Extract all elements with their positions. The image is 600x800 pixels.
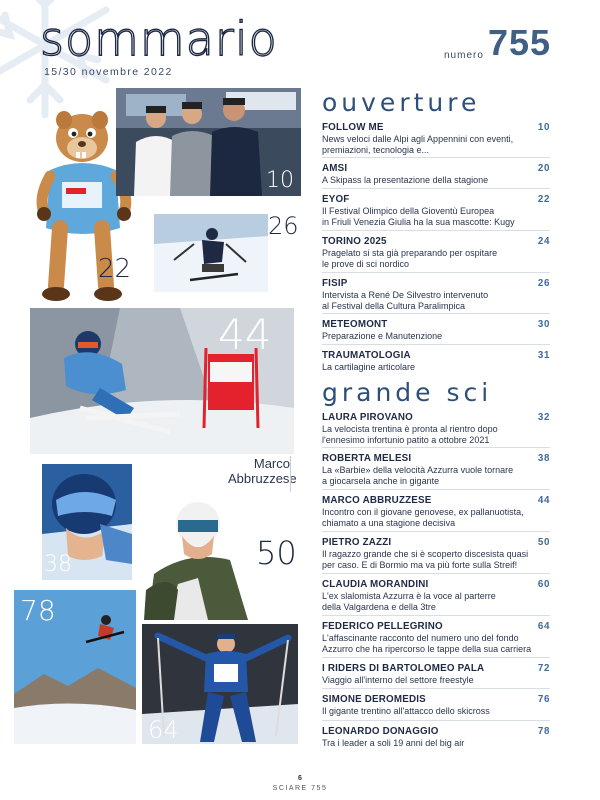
divider [322, 489, 550, 490]
entry-text: La velocista trentina è pronta al rientro dopo l'ennesimo infortunio patito a ottobre 2021 [322, 424, 498, 445]
footer-magazine: SCIARE 755 [272, 785, 328, 792]
entry-title: LEONARDO DONAGGIO [322, 726, 439, 737]
toc-entry[interactable] [322, 194, 550, 228]
entry-page: 64 [537, 621, 550, 632]
entry-title: MARCO ABBRUZZESE [322, 495, 432, 506]
footer-page-number: 6 [298, 775, 302, 782]
entry-text: L'affascinante racconto del numero uno del fondo Azzurro che ha ripercorso le tappe della sua carriera [322, 633, 532, 654]
nordic-photo [142, 624, 298, 744]
entry-page: 26 [537, 278, 550, 289]
toc-entry[interactable] [322, 537, 550, 571]
downhill-photo [30, 308, 294, 454]
divider [322, 720, 550, 721]
entry-page: 50 [537, 537, 550, 548]
entry-text: Preparazione e Manutenzione [322, 331, 443, 341]
divider [322, 188, 550, 189]
toc-entry[interactable] [322, 319, 550, 342]
entry-title: EYOF [322, 194, 350, 205]
entry-page: 44 [537, 495, 550, 506]
divider [322, 573, 550, 574]
entry-text: Incontro con il giovane genovese, ex pallanuotista, chiamato a una stagione decisiva [322, 507, 524, 528]
entry-text: Tra i leader a soli 19 anni del big air [322, 738, 465, 748]
divider [322, 657, 550, 658]
entry-page: 32 [537, 412, 550, 423]
entry-title: FEDERICO PELLEGRINO [322, 621, 443, 632]
divider [322, 688, 550, 689]
section-heading-grande-sci: grande sci [322, 378, 493, 407]
divider [322, 230, 550, 231]
entry-title: METEOMONT [322, 319, 388, 330]
entry-title: CLAUDIA MORANDINI [322, 579, 429, 590]
toc-entry[interactable] [322, 694, 550, 717]
entry-title: FOLLOW ME [322, 122, 384, 133]
entry-title: LAURA PIROVANO [322, 412, 413, 423]
entry-text: L'ex slalomista Azzurra è la voce al parterre della Valgardena e della 3tre [322, 591, 496, 612]
divider [322, 447, 550, 448]
entry-page: 31 [537, 350, 550, 361]
entry-page: 78 [537, 726, 550, 737]
helmet-photo [42, 464, 132, 580]
divider [322, 344, 550, 345]
entry-text: News veloci dalle Alpi agli Appennini con eventi, premiazioni, tecnologia e... [322, 134, 514, 155]
toc-entry[interactable] [322, 412, 550, 446]
toc-entry[interactable] [322, 163, 550, 186]
entry-page: 30 [537, 319, 550, 330]
page-title: sommario [40, 12, 278, 66]
issue-number-label: numero [444, 50, 484, 61]
entry-page: 10 [537, 122, 550, 133]
photo-caption: Marco Abbruzzese [228, 456, 297, 486]
photo-page-number: 26 [268, 212, 299, 240]
photo-page-number: 22 [98, 254, 132, 284]
entry-text: Il ragazzo grande che si è scoperto discesista quasi per caso. E di Bormio ma va più forte sulla Streif! [322, 549, 529, 570]
entry-page: 38 [537, 453, 550, 464]
photo-page-number: 50 [256, 534, 297, 572]
photo-page-number: 10 [266, 168, 294, 193]
entry-title: PIETRO ZAZZI [322, 537, 392, 548]
toc-entry[interactable] [322, 278, 550, 312]
toc-entry[interactable] [322, 495, 550, 529]
entry-text: Intervista a René De Silvestro intervenuto al Festival della Cultura Paralimpica [322, 290, 489, 311]
divider [322, 157, 550, 158]
toc-entry[interactable] [322, 350, 550, 373]
entry-title: TORINO 2025 [322, 236, 387, 247]
entry-text: Pragelato si sta già preparando per ospitare le prove di sci nordico [322, 248, 498, 269]
entry-page: 60 [537, 579, 550, 590]
entry-page: 22 [537, 194, 550, 205]
entry-title: FISIP [322, 278, 348, 289]
entry-title: SIMONE DEROMEDIS [322, 694, 426, 705]
divider [322, 313, 550, 314]
entry-page: 20 [537, 163, 550, 174]
entry-page: 76 [537, 694, 550, 705]
photo-page-number: 78 [20, 594, 56, 627]
entry-title: AMSI [322, 163, 348, 174]
portrait-photo [138, 494, 298, 620]
toc-entry[interactable] [322, 663, 550, 686]
entry-text: Il gigante trentino all'attacco dello skicross [322, 706, 490, 716]
divider [322, 615, 550, 616]
caption-line [290, 456, 291, 492]
issue-number: 755 [488, 22, 552, 63]
issue-date: 15/30 novembre 2022 [44, 66, 173, 78]
photo-page-number: 64 [148, 716, 179, 744]
entry-text: A Skipass la presentazione della stagione [322, 175, 489, 185]
entry-title: I RIDERS DI BARTOLOMEO PALA [322, 663, 485, 674]
entry-title: ROBERTA MELESI [322, 453, 412, 464]
toc-entry[interactable] [322, 621, 550, 655]
photo-page-number: 44 [218, 310, 272, 359]
toc-entry[interactable] [322, 122, 550, 156]
entry-title: TRAUMATOLOGIA [322, 350, 411, 361]
section-heading-ouverture: ouverture [322, 88, 481, 117]
toc-entry[interactable] [322, 726, 550, 749]
photo-page-number: 38 [44, 552, 72, 577]
toc-entry[interactable] [322, 453, 550, 487]
sitski-photo [154, 214, 268, 292]
entry-text: Il Festival Olimpico della Gioventù Europea in Friuli Venezia Giulia ha la sua mascotte: Kugy [322, 206, 515, 227]
freestyle-photo [14, 590, 136, 744]
entry-text: La «Barbie» della velocità Azzurra vuole tornare a giocarsela anche in gigante [322, 465, 514, 486]
entry-page: 72 [537, 663, 550, 674]
toc-entry[interactable] [322, 236, 550, 270]
entry-text: Viaggio all'interno del settore freestyle [322, 675, 474, 685]
divider [322, 272, 550, 273]
group-photo [116, 88, 301, 196]
toc-entry[interactable] [322, 579, 550, 613]
entry-text: La cartilagine articolare [322, 362, 416, 372]
entry-page: 24 [537, 236, 550, 247]
divider [322, 531, 550, 532]
